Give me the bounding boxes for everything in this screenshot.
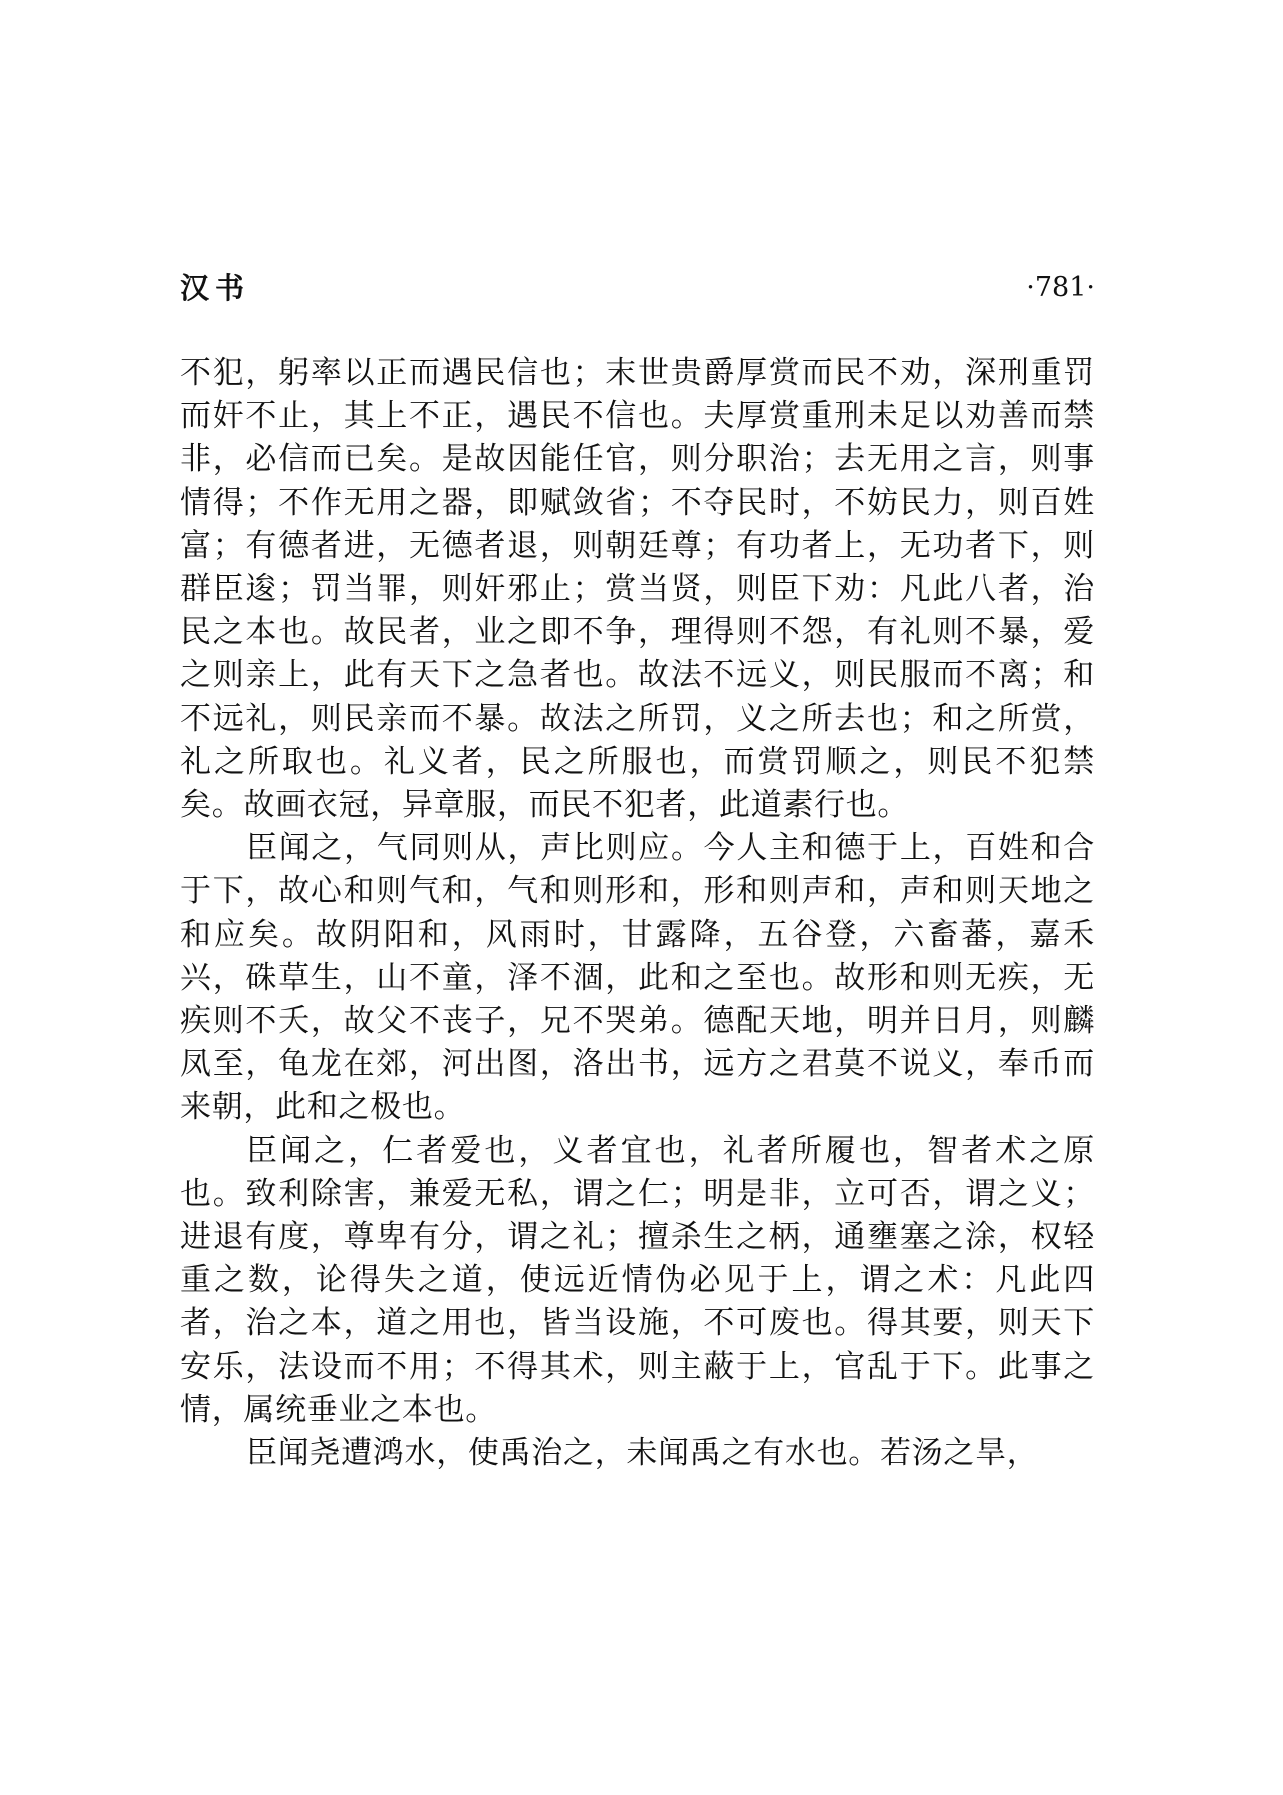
paragraph: 臣闻尧遭鸿水，使禹治之，未闻禹之有水也。若汤之旱， [246, 1435, 1039, 1472]
body-text [180, 352, 1095, 1475]
paragraph: 臣闻之，仁者爱也，义者宜也，礼者所履也，智者术之原也。致利除害，兼爱无私，谓之仁；明是非，立可否，谓之义；进退有度，尊卑有分，谓之礼；擅杀生之柄，通壅塞之涂，权轻重之数，论得失之道，使远近情伪必见于上，谓之术：凡此四者，治之本，道之用也，皆当设施，不可废也。得其要，则天下安乐，法设而不用；不得其术，则主蔽于上，官乱于下。此事之情，属统垂业之本也。 [180, 1132, 1095, 1428]
page-number: ·781· [1026, 272, 1095, 303]
page-header [180, 268, 1095, 308]
book-title: 汉书 [180, 271, 251, 305]
paragraph: 臣闻之，气同则从，声比则应。今人主和德于上，百姓和合于下，故心和则气和，气和则形和，形和则声和，声和则天地之和应矣。故阴阳和，风雨时，甘露降，五谷登，六畜蕃，嘉禾兴，硃草生，山不童，泽不涸，此和之至也。故形和则无疾，无疾则不夭，故父不丧子，兄不哭弟。德配天地，明并日月，则麟凤至，龟龙在郊，河出图，洛出书，远方之君莫不说义，奉币而来朝，此和之极也。 [180, 830, 1095, 1126]
paragraph: 不犯，躬率以正而遇民信也；末世贵爵厚赏而民不劝，深刑重罚而奸不止，其上不正，遇民不信也。夫厚赏重刑未足以劝善而禁非，必信而已矣。是故因能任官，则分职治；去无用之言，则事情得；不作无用之器，即赋敛省；不夺民时，不妨民力，则百姓富；有德者进，无德者退，则朝廷尊；有功者上，无功者下，则群臣逡；罚当罪，则奸邪止；赏当贤，则臣下劝：凡此八者，治民之本也。故民者，业之即不争，理得则不怨，有礼则不暴，爱之则亲上，此有天下之急者也。故法不远义，则民服而不离；和不远礼，则民亲而不暴。故法之所罚，义之所去也；和之所赏，礼之所取也。礼义者，民之所服也，而赏罚顺之，则民不犯禁矣。故画衣冠，异章服，而民不犯者，此道素行也。 [180, 355, 1095, 824]
